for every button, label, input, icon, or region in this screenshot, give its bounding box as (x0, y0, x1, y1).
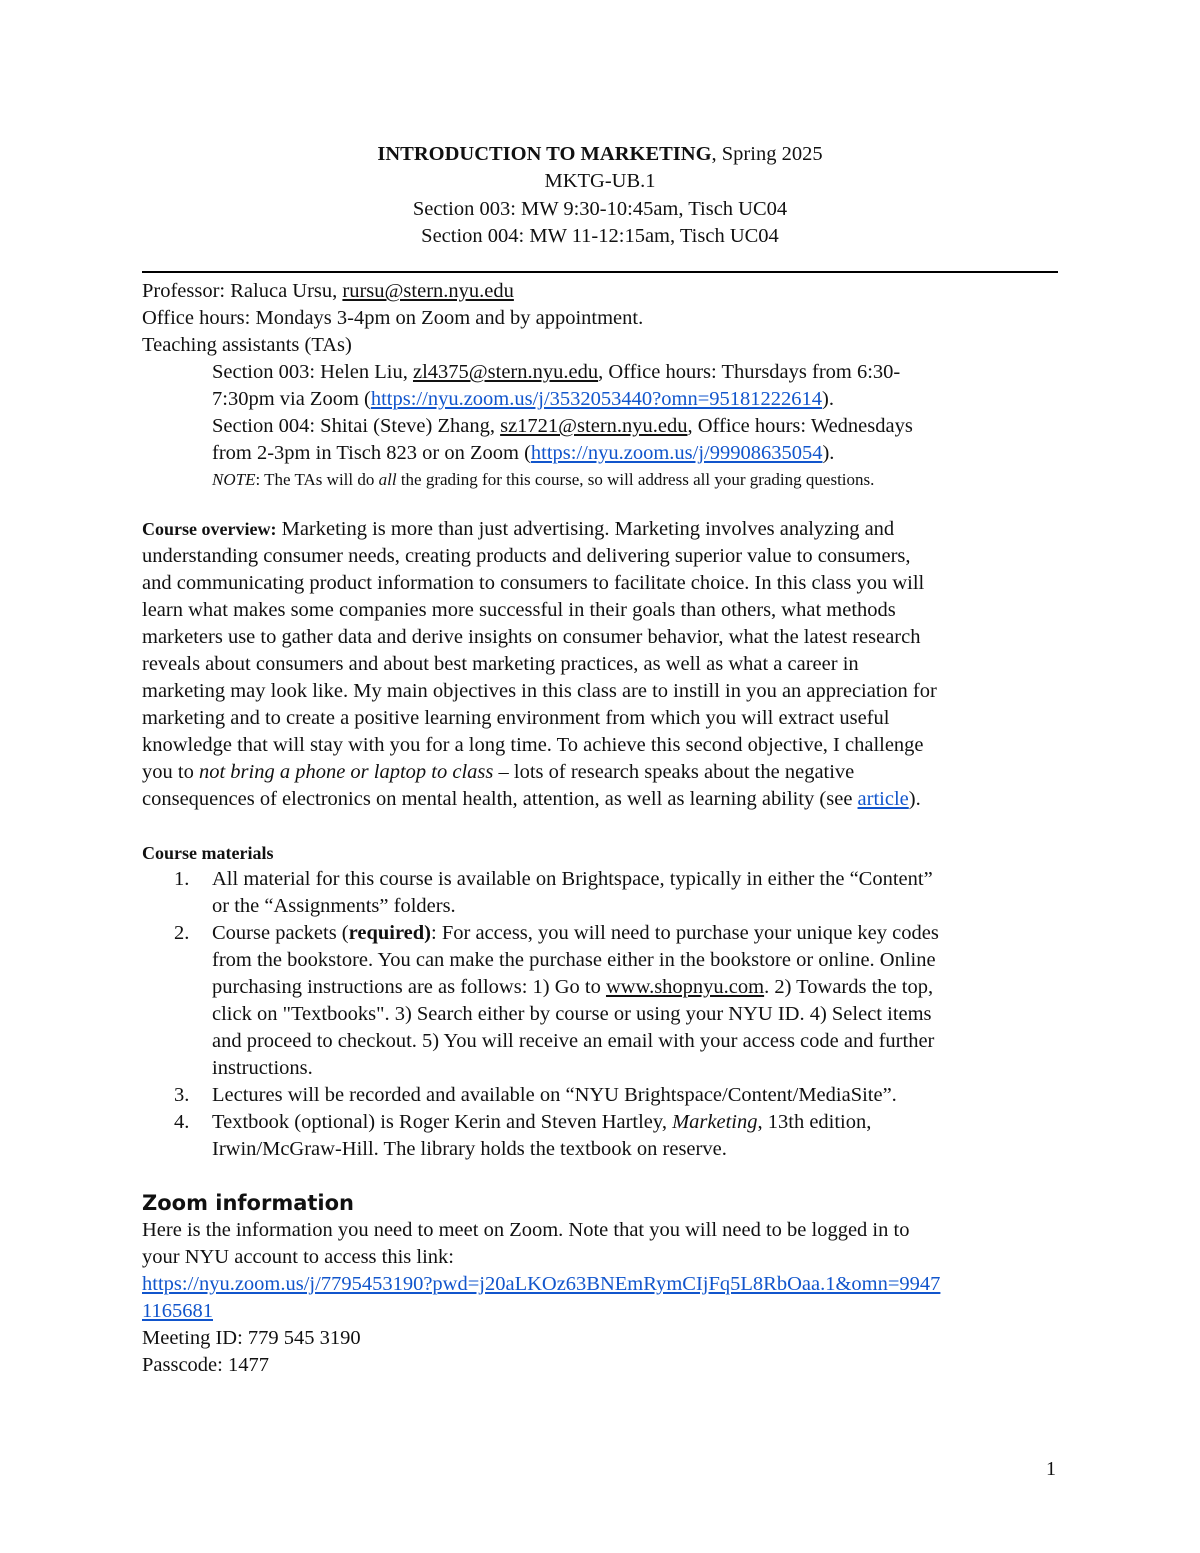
overview-line-4: learn what makes some companies more successful in their goals than others, what methods (142, 599, 896, 621)
materials-item-4-number: 4. (174, 1111, 190, 1133)
overview-line-3: and communicating product information to consumers to facilitate choice. In this class you will (142, 572, 925, 594)
section-004-schedule: Section 004: MW 11-12:15am, Tisch UC04 (421, 225, 779, 247)
ta1-zoom-link[interactable]: https://nyu.zoom.us/j/3532053440?omn=95181222614 (370, 388, 823, 410)
zoom-meeting-link[interactable]: https://nyu.zoom.us/j/7795453190?pwd=j20aLKOz63BNEmRymCIjFq5L8RbOaa.1&omn=9947 (142, 1273, 941, 1295)
overview-line-1: Course overview: Marketing is more than just advertising. Marketing involves analyzing and (142, 518, 895, 540)
materials-item-2-line-3: purchasing instructions are as follows: 1) Go to www.shopnyu.com. 2) Towards the top, (212, 976, 934, 998)
ta1-line: Section 003: Helen Liu, zl4375@stern.nyu.edu, Office hours: Thursdays from 6:30- (212, 361, 901, 383)
overview-line-5: marketers use to gather data and derive insights on consumer behavior, what the latest research (142, 626, 921, 648)
materials-heading: Course materials (142, 843, 274, 863)
header-divider (142, 271, 1058, 273)
materials-item-1-number: 1. (174, 868, 190, 890)
professor-email-link[interactable]: rursu@stern.nyu.edu (342, 280, 514, 302)
overview-line-6: reveals about consumers and about best marketing practices, as well as what a career in (142, 653, 859, 675)
ta2-zoom-line: from 2-3pm in Tisch 823 or on Zoom (https://nyu.zoom.us/j/99908635054). (212, 442, 835, 464)
materials-item-2-line-2: from the bookstore. You can make the purchase either in the bookstore or online. Online (212, 949, 936, 971)
overview-line-2: understanding consumer needs, creating products and delivering superior value to consumers, (142, 545, 911, 567)
page-number: 1 (1046, 1458, 1056, 1480)
article-link[interactable]: article (857, 788, 909, 810)
zoom-passcode: Passcode: 1477 (142, 1354, 269, 1376)
zoom-line-1: Here is the information you need to meet on Zoom. Note that you will need to be logged in to (142, 1219, 910, 1241)
professor-line: Professor: Raluca Ursu, rursu@stern.nyu.edu (142, 280, 514, 302)
ta2-email-link[interactable]: sz1721@stern.nyu.edu (500, 415, 688, 437)
course-code: MKTG-UB.1 (544, 170, 656, 192)
ta1-zoom-line: 7:30pm via Zoom (https://nyu.zoom.us/j/3532053440?omn=95181222614). (212, 388, 834, 410)
materials-item-3: Lectures will be recorded and available on “NYU Brightspace/Content/MediaSite”. (212, 1084, 897, 1106)
shopnyu-link[interactable]: www.shopnyu.com (605, 976, 765, 998)
materials-item-2-line-5: and proceed to checkout. 5) You will receive an email with your access code and further (212, 1030, 935, 1052)
overview-line-11: consequences of electronics on mental health, attention, as well as learning ability (see article). (142, 788, 921, 810)
course-title: INTRODUCTION TO MARKETING, Spring 2025 (377, 143, 823, 165)
materials-item-4-cont: Irwin/McGraw-Hill. The library holds the textbook on reserve. (212, 1138, 727, 1160)
materials-item-2-line-4: click on "Textbooks". 3) Search either by course or using your NYU ID. 4) Select items (212, 1003, 932, 1025)
materials-item-3-number: 3. (174, 1084, 190, 1106)
materials-item-2-line-6: instructions. (212, 1057, 313, 1079)
ta2-line: Section 004: Shitai (Steve) Zhang, sz1721@stern.nyu.edu, Office hours: Wednesdays (212, 415, 913, 437)
materials-item-2: Course packets (required): For access, you will need to purchase your unique key codes (212, 922, 939, 944)
office-hours: Office hours: Mondays 3-4pm on Zoom and by appointment. (142, 307, 644, 329)
zoom-line-2: your NYU account to access this link: (142, 1246, 454, 1268)
overview-line-7: marketing may look like. My main objectives in this class are to instill in you an appreciation for (142, 680, 937, 702)
overview-line-8: marketing and to create a positive learning environment from which you will extract useful (142, 707, 890, 729)
materials-item-4: Textbook (optional) is Roger Kerin and Steven Hartley, Marketing, 13th edition, (212, 1111, 872, 1133)
ta1-email-link[interactable]: zl4375@stern.nyu.edu (412, 361, 599, 383)
overview-line-9: knowledge that will stay with you for a long time. To achieve this second objective, I challenge (142, 734, 924, 756)
zoom-meeting-link-cont[interactable]: 1165681 (142, 1300, 213, 1322)
ta-grading-note: NOTE: The TAs will do all the grading for this course, so will address all your grading questions. (212, 470, 875, 489)
section-003-schedule: Section 003: MW 9:30-10:45am, Tisch UC04 (412, 198, 788, 220)
ta2-zoom-link[interactable]: https://nyu.zoom.us/j/99908635054 (530, 442, 823, 464)
materials-item-1-cont: or the “Assignments” folders. (212, 895, 456, 917)
ta-heading: Teaching assistants (TAs) (142, 334, 352, 356)
materials-item-1: All material for this course is available on Brightspace, typically in either the “Content” (212, 868, 933, 890)
materials-item-2-number: 2. (174, 922, 190, 944)
overview-line-10: you to not bring a phone or laptop to class – lots of research speaks about the negative (142, 761, 855, 783)
zoom-heading: Zoom information (142, 1191, 355, 1215)
overview-label: Course overview: (142, 519, 277, 539)
zoom-meeting-id: Meeting ID: 779 545 3190 (142, 1327, 361, 1349)
